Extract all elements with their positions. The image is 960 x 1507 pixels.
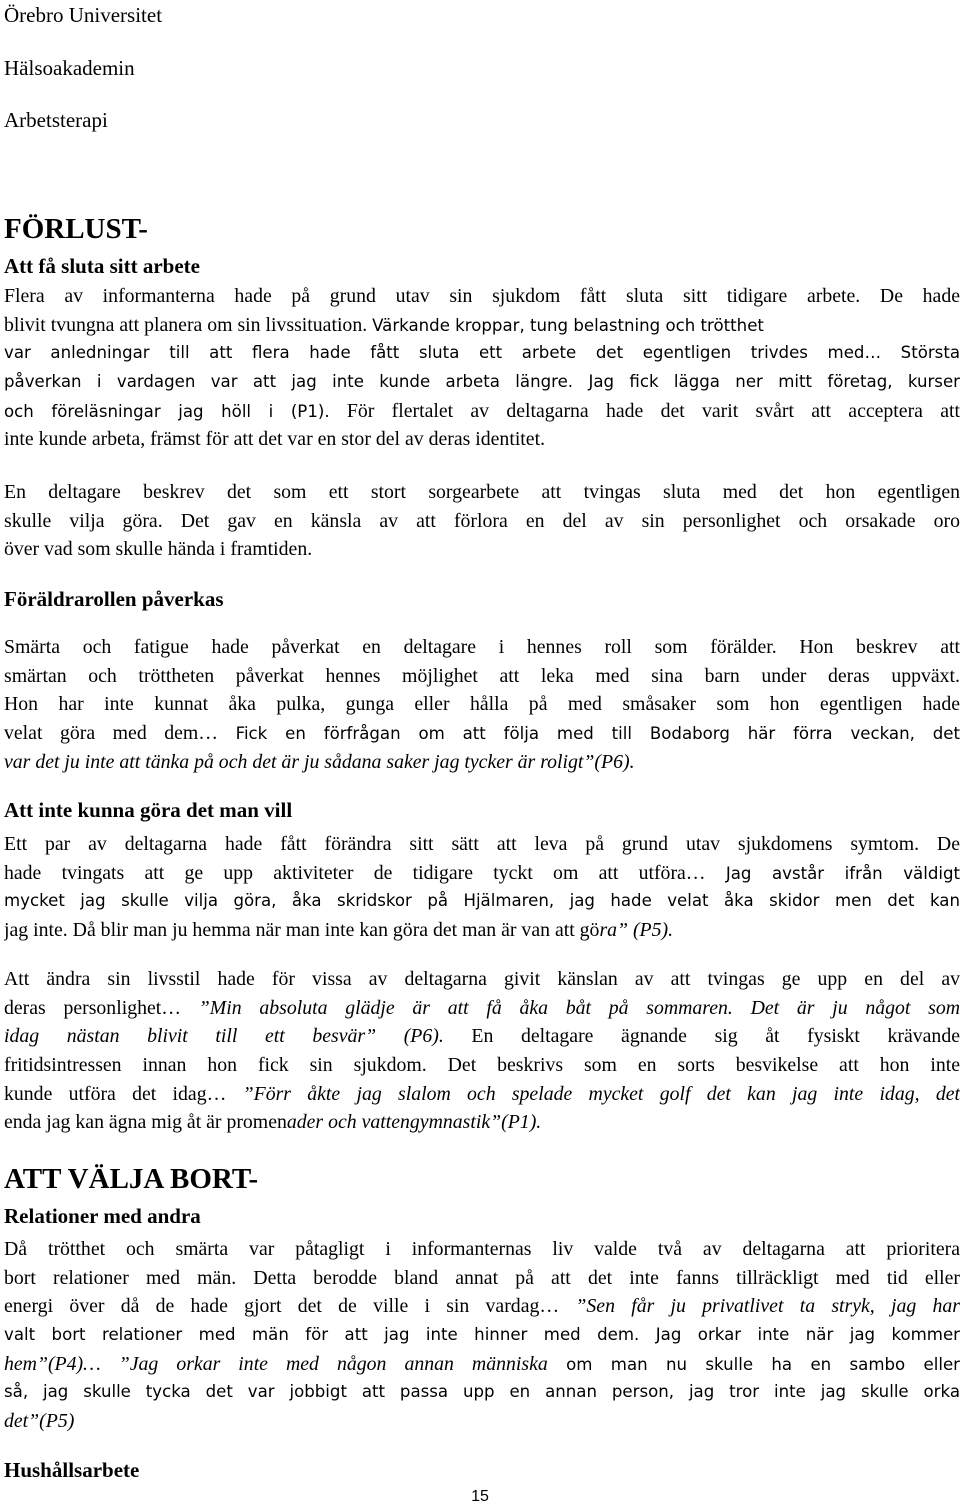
text-line: valt bort relationer med män för att jag inte hinner med dem. Jag orkar inte när jag kommer: [4, 1325, 960, 1345]
text-line: var anledningar till att flera hade fått sluta ett arbete det egentligen trivdes med… Största: [4, 343, 960, 363]
university-name: Örebro Universitet: [4, 3, 163, 27]
subheading-relationer: Relationer med andra: [4, 1204, 201, 1228]
text-line: energi över då de hade gjort det de ville i sin vardag… ”Sen får ju privatlivet ta stryk, jag har: [4, 1295, 960, 1318]
text-line: hem”(P4)… ”Jag orkar inte med någon annan människa om man nu skulle ha en sambo eller: [4, 1352, 960, 1375]
text-line: mycket jag skulle vilja göra, åka skridskor på Hjälmaren, jag hade velat åka skidor men det kan: [4, 891, 960, 911]
text-line: Ett par av deltagarna hade fått förändra sitt sätt att leva på grund utav sjukdomens symtom. De: [4, 833, 960, 855]
paragraph-sluta-arbete-2: [4, 478, 960, 564]
text-line: Då trötthet och smärta var påtagligt i informanternas liv valde två av deltagarna att prioritera: [4, 1238, 960, 1260]
text-line: jag inte. Då blir man ju hemma när man inte kan göra det man är van att göra” (P5).: [4, 919, 674, 942]
subheading-hushallsarbete: Hushållsarbete: [4, 1458, 140, 1482]
subheading-gora-det-man-vill: Att inte kunna göra det man vill: [4, 798, 293, 822]
paragraph-foraldrarollen: [4, 633, 960, 776]
department-name: Arbetsterapi: [4, 108, 108, 132]
text-line: deras personlighet… ”Min absoluta glädje är att få åka båt på sommaren. Det är ju något som: [4, 996, 960, 1019]
page-number: 15: [471, 1488, 489, 1505]
academy-name: Hälsoakademin: [4, 56, 135, 80]
text-line: velat göra med dem… Fick en förfrågan om att följa med till Bodaborg här förra veckan, det: [4, 722, 960, 745]
text-line: det”(P5): [4, 1410, 75, 1433]
text-line: var det ju inte att tänka på och det är ju sådana saker jag tycker är roligt”(P6).: [4, 750, 635, 773]
text-line: fritidsintressen innan hon fick sin sjukdom. Det beskrivs som en sorts besvikelse att hon inte: [4, 1054, 960, 1077]
text-line: kunde utföra det idag… ”Förr åkte jag slalom och spelade mycket golf det kan jag inte idag, det: [4, 1082, 960, 1105]
text-line: inte kunde arbeta, främst för att det var en stor del av deras identitet.: [4, 428, 546, 451]
text-line: enda jag kan ägna mig åt är promenader och vattengymnastik”(P1).: [4, 1111, 542, 1134]
text-line: hade tvingats att ge upp aktiviteter de tidigare tyckt om att utföra… Jag avstår ifrån väldigt: [4, 861, 960, 884]
section-title-att-valja-bort: ATT VÄLJA BORT-: [4, 1163, 259, 1195]
text-line: Att ändra sin livsstil hade för vissa av deltagarna givit känslan av att tvingas ge upp en del av: [4, 968, 960, 990]
text-line: över vad som skulle hända i framtiden.: [4, 538, 313, 561]
text-line: Hon har inte kunnat åka pulka, gunga eller hålla på med småsaker som hon egentligen hade: [4, 693, 960, 716]
text-line: En deltagare beskrev det som ett stort sorgearbete att tvingas sluta med det hon egentligen: [4, 481, 960, 503]
text-line: så, jag skulle tycka det var jobbigt att passa upp en annan person, jag tror inte jag skulle orka: [4, 1382, 960, 1402]
text-line: smärtan och tröttheten påverkat hennes möjlighet att leka med sina barn under deras uppväxt.: [4, 664, 960, 687]
text-line: skulle vilja göra. Det gav en känsla av att förlora en del av sin personlighet och orsakade oro: [4, 509, 960, 532]
text-line: Smärta och fatigue hade påverkat en deltagare i hennes roll som förälder. Hon beskrev att: [4, 636, 960, 658]
text-line: och föreläsningar jag höll i (P1). För flertalet av deltagarna hade det varit svårt att acceptera att: [4, 399, 960, 422]
paragraph-gora-det-man-vill-1: [4, 830, 960, 945]
paragraph-relationer: [4, 1235, 960, 1436]
subheading-foraldrarollen: Föräldrarollen påverkas: [4, 587, 224, 611]
section-title-forlust: FÖRLUST-: [4, 213, 148, 245]
text-line: Flera av informanterna hade på grund utav sin sjukdom fått sluta sitt tidigare arbete. De hade: [4, 285, 960, 307]
text-line: idag nästan blivit till ett besvär” (P6). En deltagare ägnande sig åt fysiskt krävande: [4, 1025, 960, 1048]
text-line: bort relationer med män. Detta berodde bland annat på att det inte fanns tillräckligt med tid eller: [4, 1266, 960, 1289]
paragraph-sluta-arbete-1: [4, 282, 960, 454]
paragraph-gora-det-man-vill-2: [4, 965, 960, 1137]
subheading-sluta-arbete: Att få sluta sitt arbete: [4, 254, 200, 278]
text-line: blivit tvungna att planera om sin livssituation. Värkande kroppar, tung belastning och trötthet: [4, 313, 764, 336]
text-line: påverkan i vardagen var att jag inte kunde arbeta längre. Jag fick lägga ner mitt företag, kurser: [4, 372, 960, 392]
